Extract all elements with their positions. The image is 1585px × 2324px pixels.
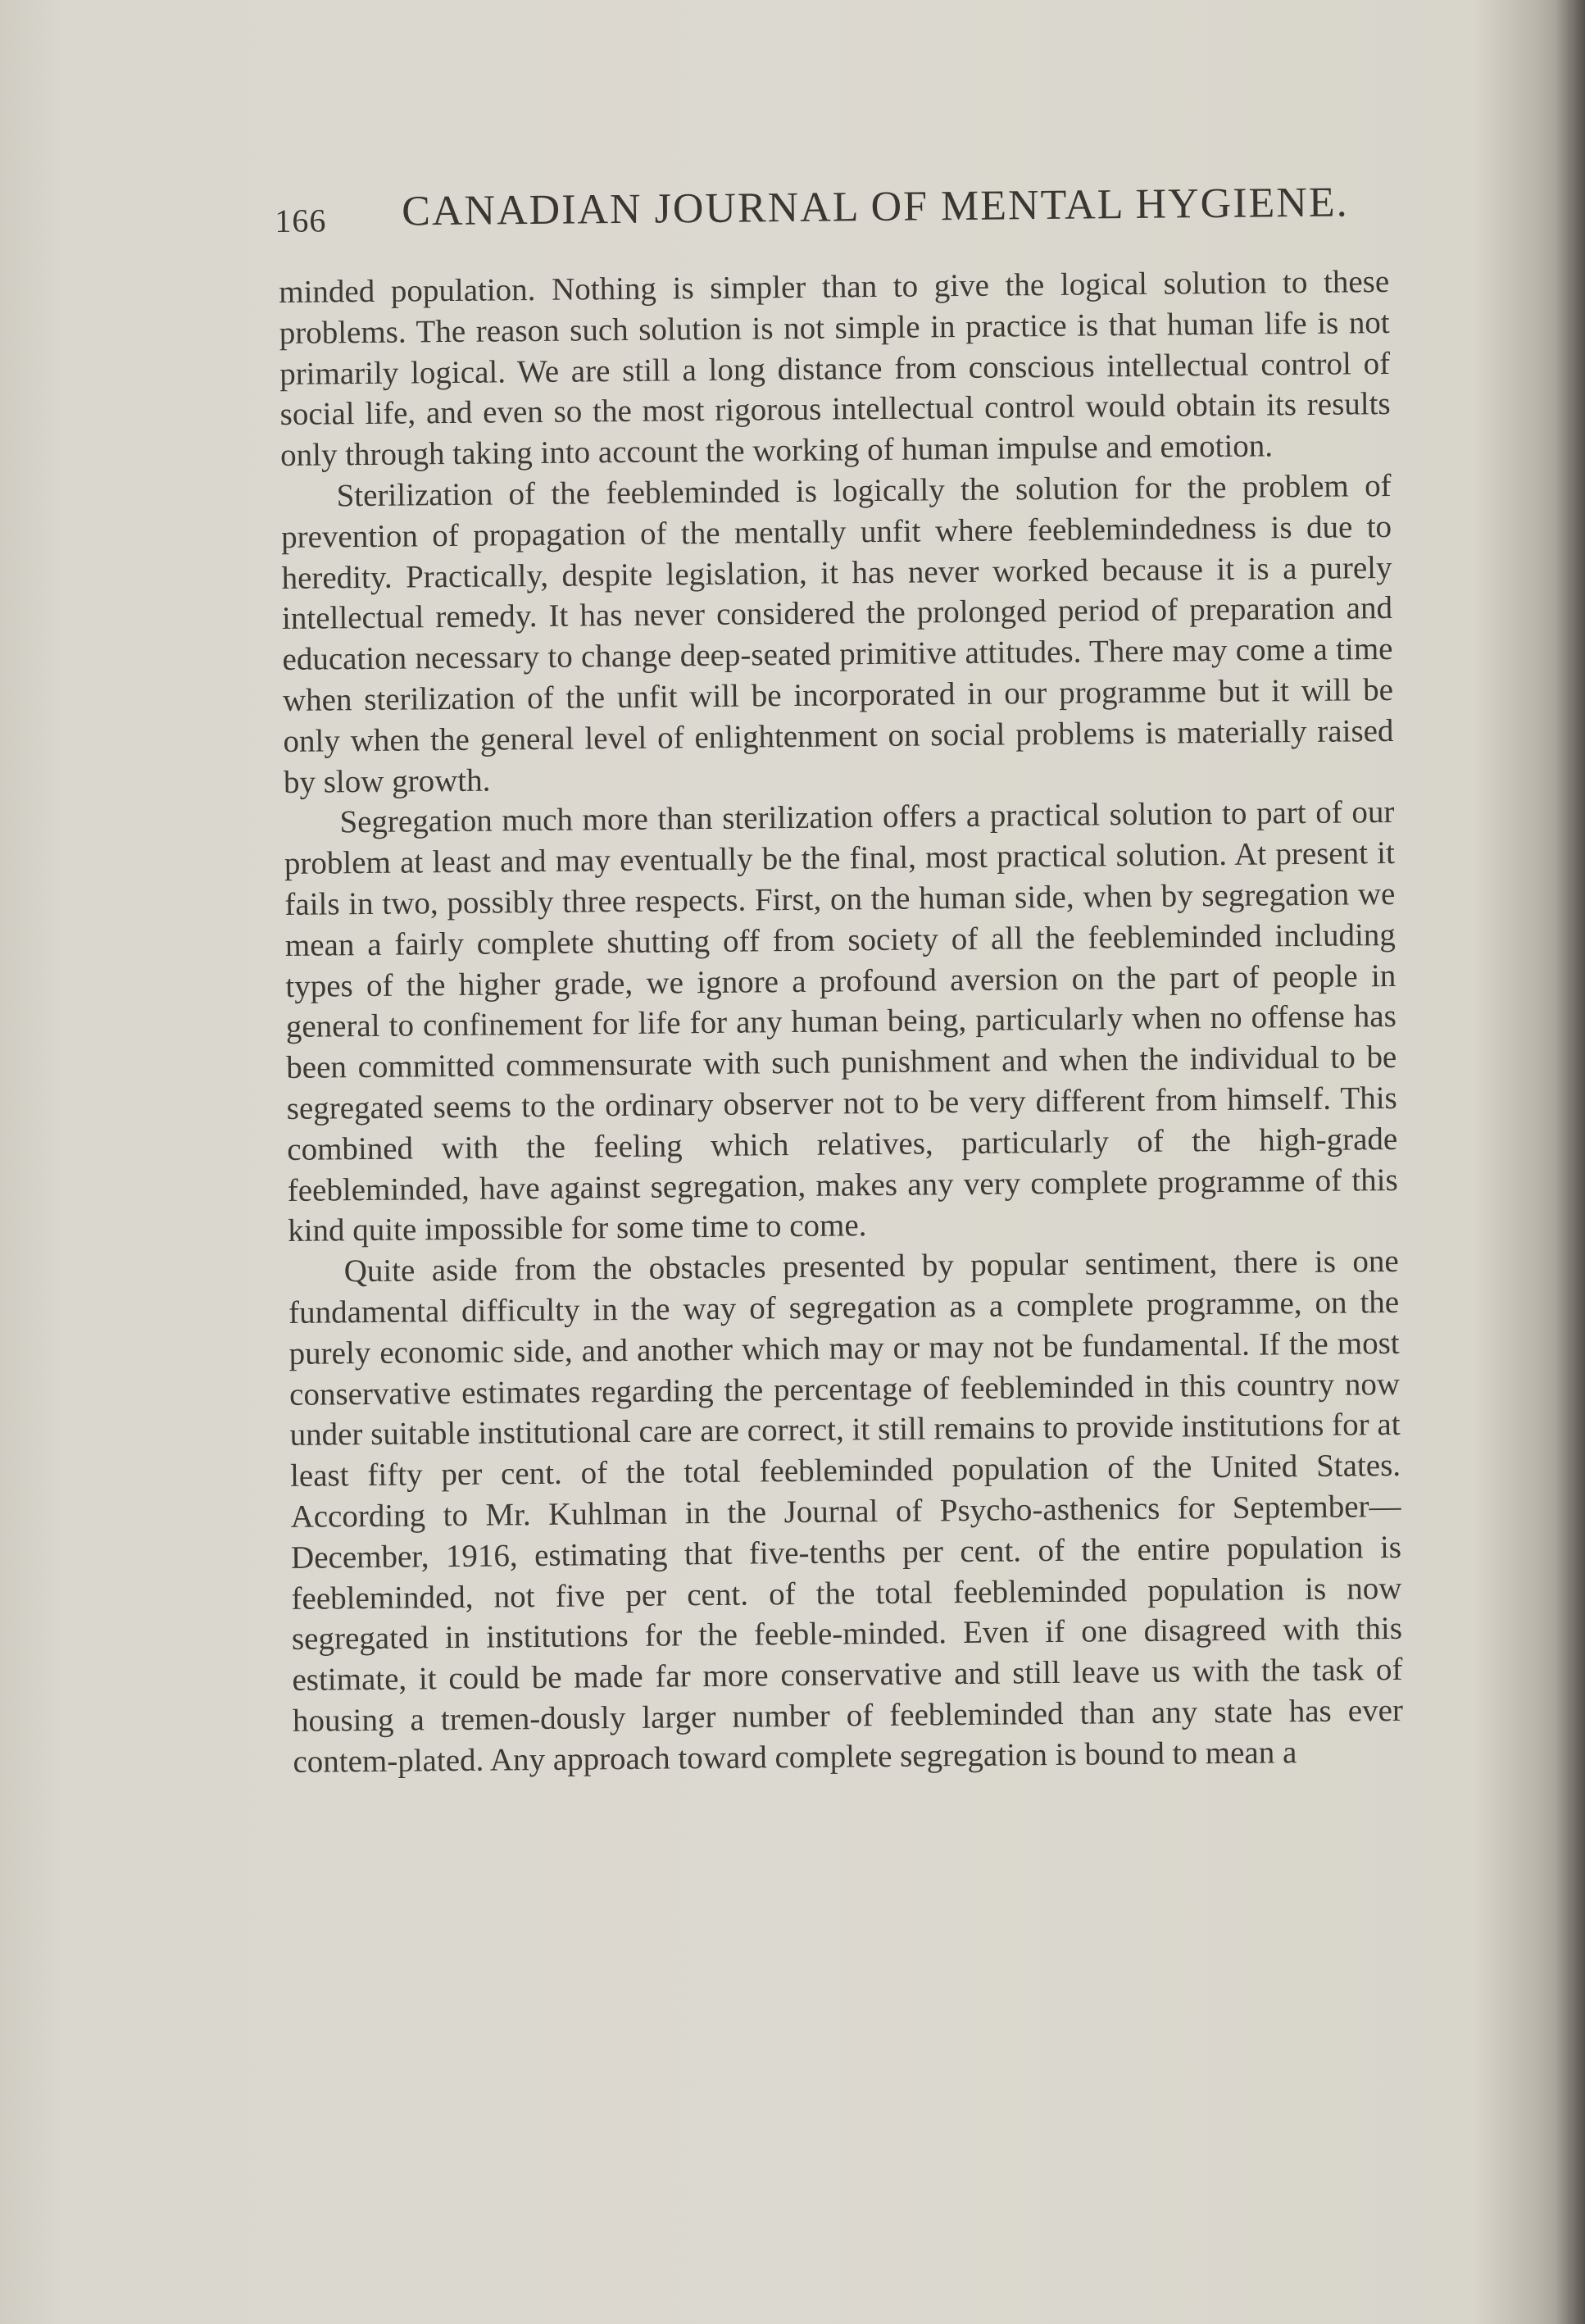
paragraph-sterilization: Sterilization of the feebleminded is logically the solution for the problem of prevention of propagation of the mentally unfit where feeblemindedness is due to heredity. Practically, despite legislation, it has never worked because it is a purely intellectual remedy. It has never considered the prolonged period of preparation and education necessary to change deep-seated primitive attitudes. There may come a time when sterilization of the unfit will be incorporated in our programme but it will be only when the general level of enlightenment on social problems is materially raised by slow growth. — [280, 467, 1394, 800]
binding-shadow — [1555, 0, 1585, 2324]
body-text — [279, 262, 1406, 2076]
journal-title: CANADIAN JOURNAL OF MENTAL HYGIENE. — [402, 179, 1349, 235]
paragraph-continuation: minded population. Nothing is simpler than to give the logical solution to these problems. The reason such solution is not simple in practice is that human life is not primarily logical. We are still a long distance from conscious intellectual control of social life, and even so the most rigorous intellectual control would obtain its results only through taking into account the working of human impulse and emotion. — [279, 263, 1391, 474]
paragraph-economic-difficulty: Quite aside from the obstacles presented by popular sentiment, there is one fundamental difficulty in the way of segregation as a complete programme, on the purely economic side, and another which may or may not be fundamental. If the most conservative estimates regarding the percentage of feebleminded in this country now under suitable institutional care are correct, it still remains to provide institutions for at least fifty per cent. of the total feebleminded population of the United States. According to Mr. Kuhlman in the Journal of Psycho-asthenics for September—December, 1916, estimating that five-tenths per cent. of the entire population is feebleminded, not five per cent. of the total feebleminded population is now segregated in institutions for the feeble-minded. Even if one disagreed with this estimate, it could be made far more conservative and still leave us with the task of housing a tremen-dously larger number of feebleminded than any state has ever contem-plated. Any approach toward complete segregation is bound to mean a — [288, 1244, 1404, 1780]
page-number: 166 — [275, 202, 327, 239]
running-head — [275, 178, 1390, 246]
paragraph-segregation: Segregation much more than sterilization offers a practical solution to part of our problem at least and may eventually be the final, most practical solution. At present it fails in two, possibly three respects. First, on the human side, when by segregation we mean a fairly complete shutting off from society of all the feebleminded including types of the higher grade, we ignore a profound aversion on the part of people in general to confinement for life for any human being, particularly when no offense has been committed commensurate with such punishment and when the individual to be segregated seems to the ordinary observer not to be very different from himself. This combined with the feeling which relatives, particularly of the high-grade feebleminded, have against segregation, makes any very complete programme of this kind quite impossible for some time to come. — [284, 794, 1398, 1249]
